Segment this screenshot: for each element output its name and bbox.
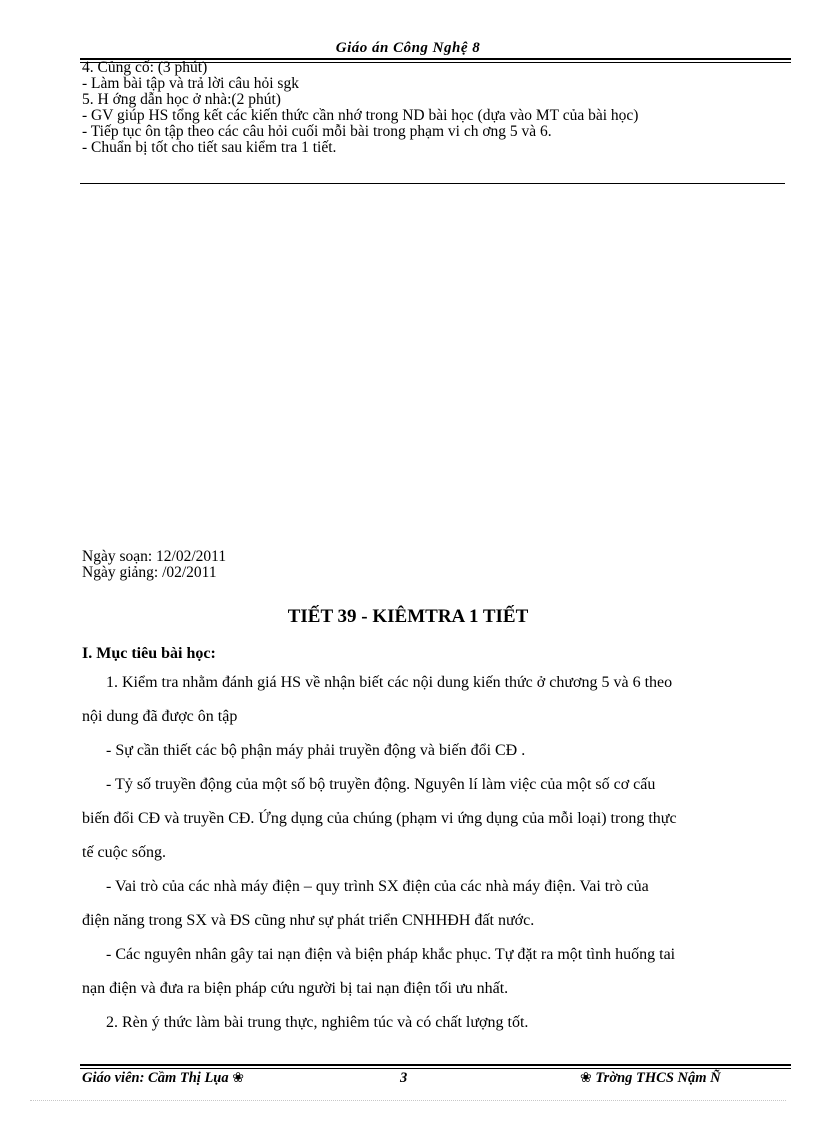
body-line: - Sự cần thiết các bộ phận máy phải truyền động và biến đổi CĐ . xyxy=(106,742,526,759)
body-line: nạn điện và đưa ra biện pháp cứu người bị tai nạn điện tối ưu nhất. xyxy=(82,980,509,997)
section-divider xyxy=(80,183,785,184)
body-line: - Tỷ số truyền động của một số bộ truyền động. Nguyên lí làm việc của một số cơ cấu xyxy=(106,776,656,793)
body-line: biến đổi CĐ và truyền CĐ. Ứng dụng của chúng (phạm vi ứng dụng của mỗi loại) trong thực xyxy=(82,810,677,827)
review-section xyxy=(82,60,782,156)
date-taught: Ngày giảng: /02/2011 xyxy=(82,564,217,581)
lesson-dates xyxy=(82,549,226,581)
section-heading: I. Mục tiêu bài học: xyxy=(82,645,216,662)
text-line: 4. Củng cố: (3 phút) xyxy=(82,59,208,76)
body-line: - Vai trò của các nhà máy điện – quy trình SX điện của các nhà máy điện. Vai trò của xyxy=(106,878,649,895)
page-edge xyxy=(30,1100,786,1101)
text-line: - Chuẩn bị tốt cho tiết sau kiểm tra 1 tiết. xyxy=(82,139,337,156)
footer-rule-thin xyxy=(80,1068,791,1069)
lesson-objectives xyxy=(82,644,782,1040)
text-line: - Làm bài tập và trả lời câu hỏi sgk xyxy=(82,75,299,92)
footer-teacher xyxy=(82,1070,244,1087)
body-line: tế cuộc sống. xyxy=(82,844,166,861)
text-line: 5. H ớng dẫn học ở nhà:(2 phút) xyxy=(82,91,281,108)
text-line: - Tiếp tục ôn tập theo các câu hỏi cuối mỗi bài trong phạm vi ch ơng 5 và 6. xyxy=(82,123,552,140)
body-line: - Các nguyên nhân gây tai nạn điện và biện pháp khắc phục. Tự đặt ra một tình huống tai xyxy=(106,946,676,963)
text-line: - GV giúp HS tổng kết các kiến thức cần nhớ trong ND bài học (dựa vào MT của bài học) xyxy=(82,107,639,124)
footer-rule-thick xyxy=(80,1064,791,1066)
footer-school xyxy=(580,1070,721,1087)
ornament-icon: ❀ xyxy=(232,1071,244,1086)
page-number: 3 xyxy=(400,1070,408,1086)
page-header-title: Giáo án Công Nghệ 8 xyxy=(335,40,481,56)
date-prepared: Ngày soạn: 12/02/2011 xyxy=(82,548,227,565)
body-line: 1. Kiểm tra nhằm đánh giá HS về nhận biết các nội dung kiến thức ở chương 5 và 6 theo xyxy=(106,674,673,691)
body-line: 2. Rèn ý thức làm bài trung thực, nghiêm túc và có chất lượng tốt. xyxy=(106,1014,529,1031)
school-name: Trờng THCS Nậm Ñ xyxy=(595,1070,721,1086)
body-line: nội dung đã được ôn tập xyxy=(82,708,238,725)
lesson-title: TIẾT 39 - KIÊMTRA 1 TIẾT xyxy=(287,606,529,627)
ornament-icon: ❀ xyxy=(580,1071,592,1086)
teacher-name: Giáo viên: Cầm Thị Lụa xyxy=(82,1070,229,1086)
body-line: điện năng trong SX và ĐS cũng như sự phát triển CNHHĐH đất nước. xyxy=(82,912,535,929)
